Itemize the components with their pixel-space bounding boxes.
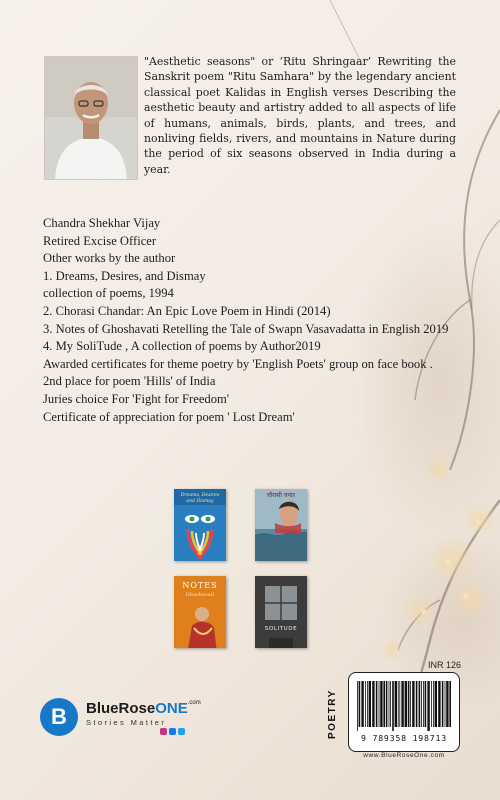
instagram-icon [160, 728, 167, 735]
publisher-logo [40, 696, 210, 746]
publisher-name: BlueRoseONE$^{.com}$ [86, 700, 201, 717]
author-portrait-image [45, 57, 137, 179]
barcode-bars [357, 681, 451, 731]
book-cover-notes-subtitle: Ghoshavati [185, 592, 215, 598]
price-label: INR 126 [428, 660, 462, 670]
author-bio [43, 215, 463, 426]
publisher-tagline: Stories Matter [86, 718, 167, 727]
work-item-2: 2. Chorasi Chandar: An Epic Love Poem in Hindi (2014) [43, 303, 331, 318]
work-item-1-detail: collection of poems, 1994 [43, 286, 174, 301]
isbn-barcode [348, 672, 460, 752]
facebook-icon [169, 728, 176, 735]
author-name: Chandra Shekhar Vijay [43, 216, 161, 230]
work-item-3: 3. Notes of Ghoshavati Retelling the Tale of Swapn Vasavadatta in English 2019 [43, 321, 449, 336]
book-cover-chorasi-title: चौरासी चन्दर [266, 492, 296, 499]
book-cover-solitude-title: SOLITUDE [264, 626, 298, 632]
publisher-logo-mark: B [40, 698, 78, 736]
book-cover-chorasi-chandar [255, 489, 307, 561]
award-lost-dream: Certificate of appreciation for poem ' Lost Dream' [43, 409, 295, 424]
social-icons [160, 728, 185, 735]
award-hills: 2nd place for poem 'Hills' of India [43, 374, 216, 389]
book-cover-dreams-desires-dismay [174, 489, 226, 561]
work-item-4: 4. My SoliTude , A collection of poems by Author2019 [43, 339, 321, 354]
book-cover-my-solitude [255, 576, 307, 648]
publisher-website: www.BlueRoseOne.com [363, 752, 445, 759]
book-cover-notes-title: NOTES [182, 581, 218, 590]
work-item-1: 1. Dreams, Desires, and Dismay [43, 268, 206, 283]
award-line: Awarded certificates for theme poetry by 'English Poets' group on face book . [43, 356, 433, 371]
svg-text:and Dismay: and Dismay [186, 499, 214, 504]
twitter-icon [178, 728, 185, 735]
book-cover-notes-of-ghoshavati [174, 576, 226, 648]
isbn-number: 9 789358 198713 [361, 733, 447, 743]
award-fight-for-freedom: Juries choice For 'Fight for Freedom' [43, 391, 230, 406]
book-blurb: "Aesthetic seasons" or ‘Ritu Shringaar’ Rewriting the Sanskrit poem "Ritu Samhara" by the legendary ancient classical poet Kalidas in English verses Describing the aesthetic beauty and artistry added to all aspects of life of humans, animals, birds, plants, and trees, and nonliving fields, rivers, and mountains in Nature during the period of six seasons observed in India during a year. [144, 55, 456, 176]
author-photo [44, 56, 138, 180]
svg-text:Dreams, Desires: Dreams, Desires [180, 493, 220, 498]
other-works-heading: Other works by the author [43, 251, 176, 266]
genre-label: POETRY [327, 689, 338, 739]
author-title: Retired Excise Officer [43, 233, 157, 248]
